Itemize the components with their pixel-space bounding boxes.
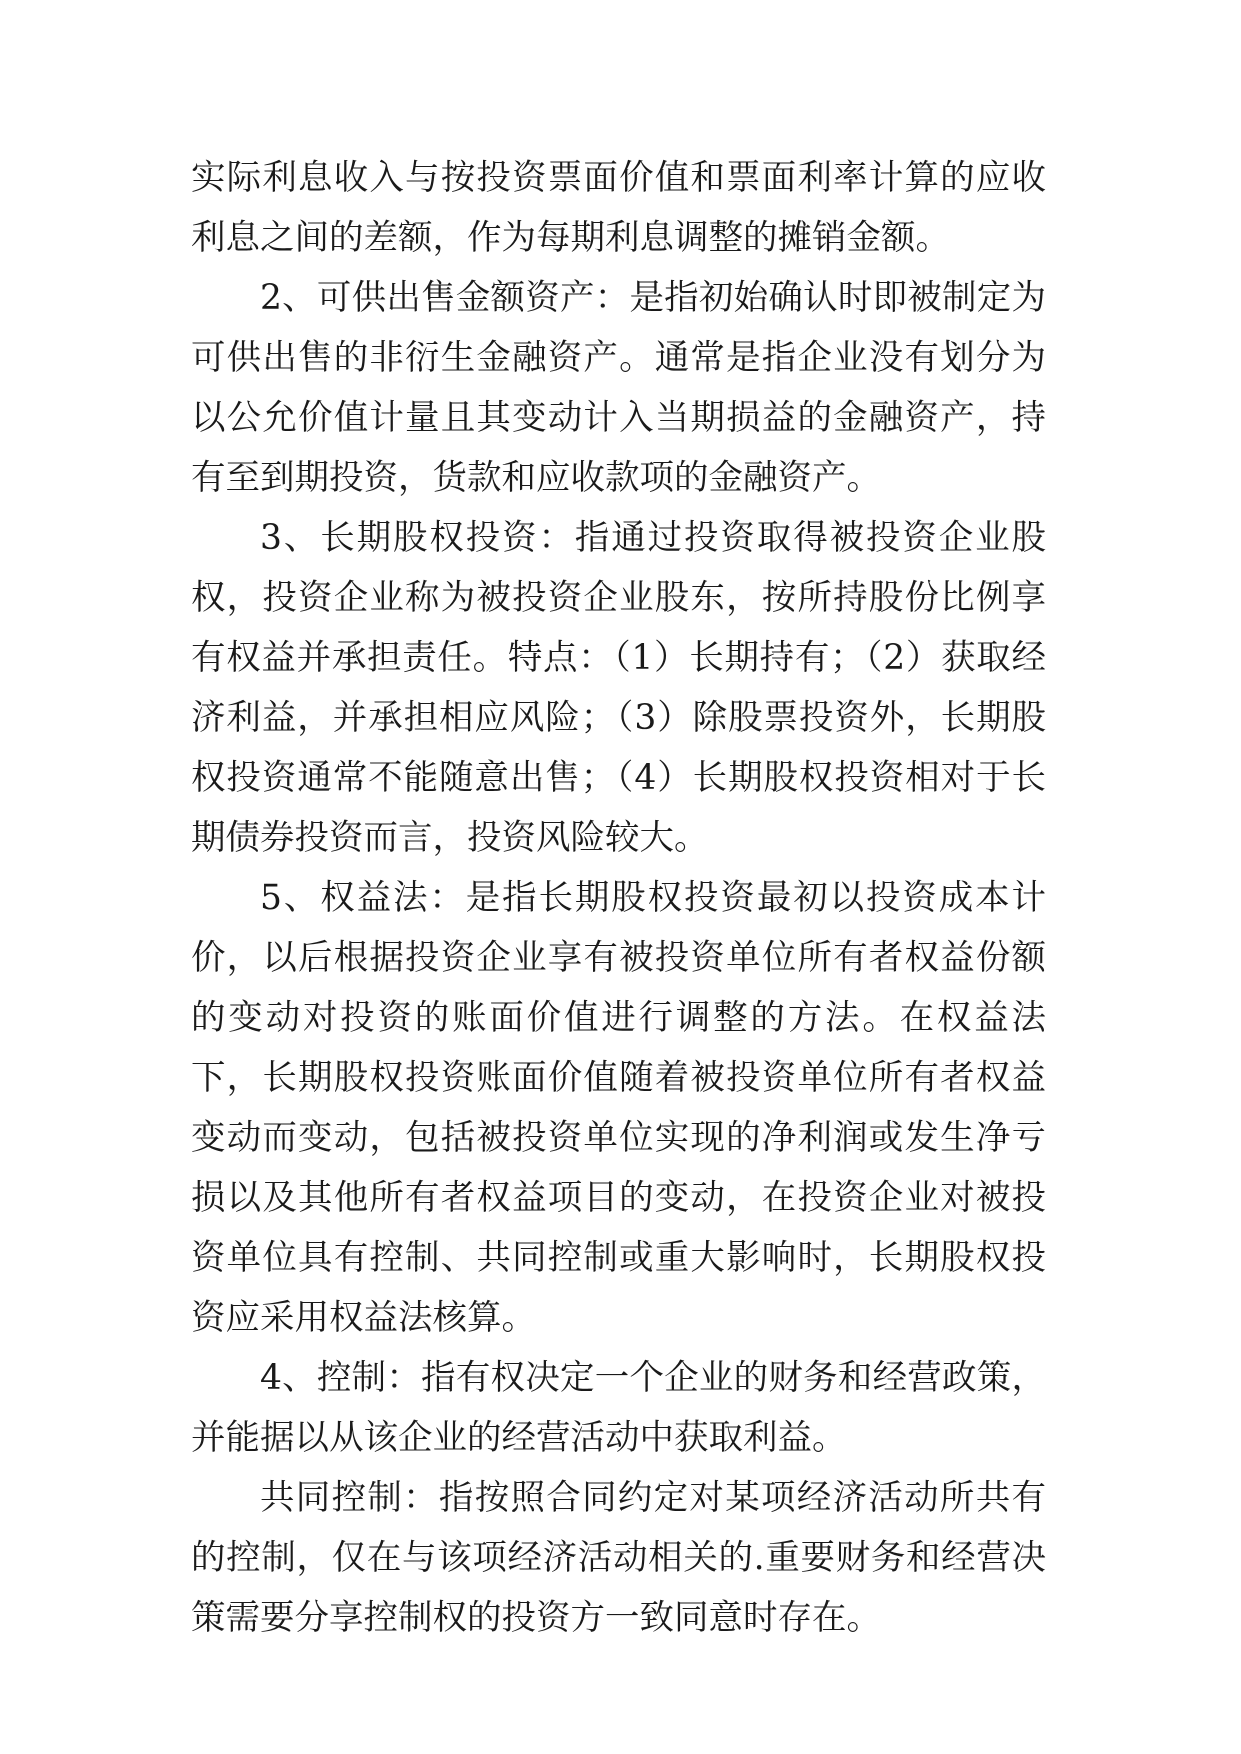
paragraph-amortization-continued: 实际利息收入与按投资票面价值和票面利率计算的应收利息之间的差额，作为每期利息调整的摊销金额。 <box>191 158 1046 258</box>
document-body <box>191 148 1046 1648</box>
paragraph-control: 4、控制：指有权决定一个企业的财务和经营政策，并能据以从该企业的经营活动中获取利益。 <box>191 1358 1046 1458</box>
paragraph-equity-method: 5、权益法：是指长期股权投资最初以投资成本计价，以后根据投资企业享有被投资单位所有者权益份额的变动对投资的账面价值进行调整的方法。在权益法下，长期股权投资账面价值随着被投资单位所有者权益变动而变动，包括被投资单位实现的净利润或发生净亏损以及其他所有者权益项目的变动，在投资企业对被投资单位具有控制、共同控制或重大影响时，长期股权投资应采用权益法核算。 <box>191 878 1046 1338</box>
paragraph-long-term-equity-investment: 3、长期股权投资：指通过投资取得被投资企业股权，投资企业称为被投资企业股东，按所持股份比例享有权益并承担责任。特点：（1）长期持有；（2）获取经济利益，并承担相应风险；（3）除股票投资外，长期股权投资通常不能随意出售；（4）长期股权投资相对于长期债券投资而言，投资风险较大。 <box>191 518 1046 858</box>
paragraph-available-for-sale-assets: 2、可供出售金额资产：是指初始确认时即被制定为可供出售的非衍生金融资产。通常是指企业没有划分为以公允价值计量且其变动计入当期损益的金融资产，持有至到期投资，货款和应收款项的金融资产。 <box>191 278 1046 498</box>
paragraph-joint-control: 共同控制：指按照合同约定对某项经济活动所共有的控制，仅在与该项经济活动相关的.重要财务和经营决策需要分享控制权的投资方一致同意时存在。 <box>191 1478 1046 1638</box>
